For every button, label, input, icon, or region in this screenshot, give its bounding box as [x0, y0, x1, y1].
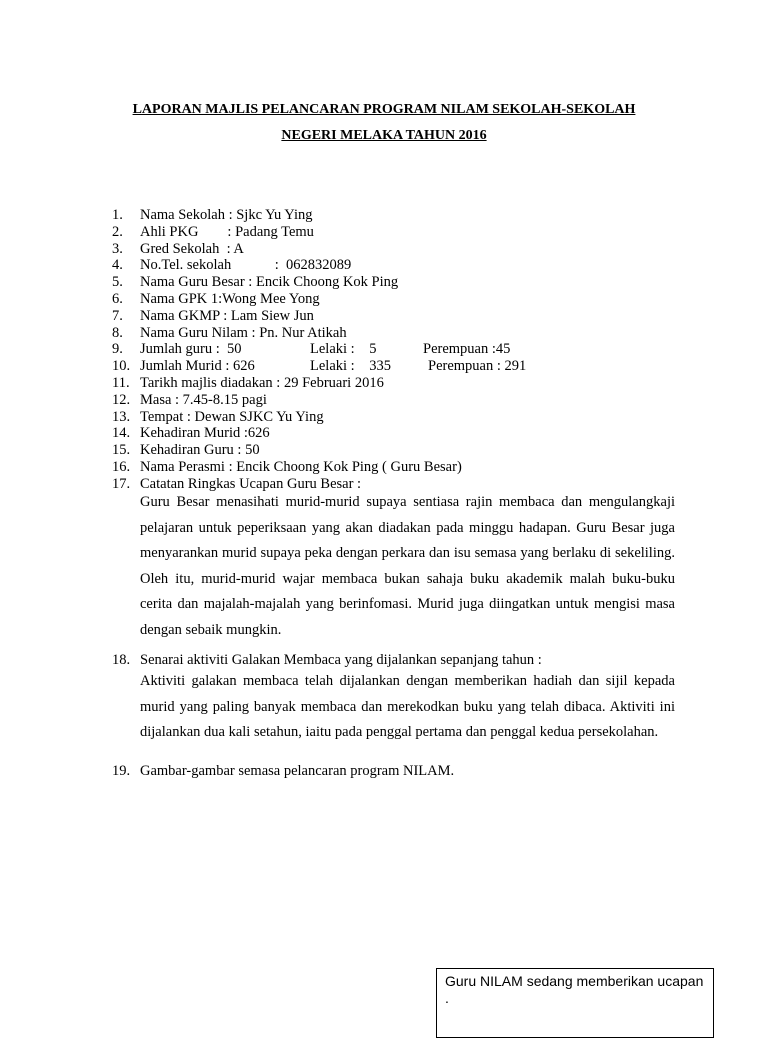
list-item [112, 375, 682, 392]
item-female-count: Perempuan : 291 [428, 358, 527, 375]
list-item [112, 257, 682, 274]
item-text: Tarikh majlis diadakan : 29 Februari 2016 [140, 374, 384, 391]
info-list-19 [112, 763, 682, 780]
item-text: Nama Perasmi : Encik Choong Kok Ping ( Guru Besar) [140, 458, 462, 475]
item-number: 6. [112, 290, 123, 307]
item-number: 19. [112, 763, 131, 779]
photo-caption-box: Guru NILAM sedang memberikan ucapan . [436, 968, 714, 1038]
item-male-count: Lelaki : 5 [310, 341, 377, 358]
item-text: Nama GKMP : Lam Siew Jun [140, 307, 314, 324]
item-text: Ahli PKG : Padang Temu [140, 223, 314, 240]
item-number: 4. [112, 257, 123, 274]
item-text: Nama Sekolah : Sjkc Yu Ying [140, 207, 313, 223]
item-number: 8. [112, 324, 123, 341]
item-text: Gred Sekolah : A [140, 240, 244, 257]
item-text: Senarai aktiviti Galakan Membaca yang dijalankan sepanjang tahun : [140, 652, 542, 668]
item-number: 17. [112, 475, 131, 492]
item-text: Jumlah Murid : 626 [140, 358, 255, 375]
item-text: Masa : 7.45-8.15 pagi [140, 391, 267, 408]
list-item [112, 224, 682, 241]
item-number: 9. [112, 341, 123, 358]
info-list-18 [112, 652, 682, 669]
item-text: Jumlah guru : 50 [140, 341, 242, 358]
item-number: 1. [112, 207, 123, 223]
item-text: Catatan Ringkas Ucapan Guru Besar : [140, 475, 362, 492]
item-number: 7. [112, 307, 123, 324]
list-item [112, 274, 682, 291]
list-item [112, 425, 682, 442]
list-item [112, 763, 682, 780]
item-number: 3. [112, 240, 123, 257]
item-text: Nama Guru Nilam : Pn. Nur Atikah [140, 324, 347, 341]
item-text: Kehadiran Murid :626 [140, 425, 270, 442]
list-item [112, 207, 682, 224]
list-item [112, 308, 682, 325]
item-text: Gambar-gambar semasa pelancaran program NILAM. [140, 763, 455, 779]
list-item [112, 652, 682, 669]
list-item [112, 341, 682, 358]
activity-paragraph: Aktiviti galakan membaca telah dijalankan dengan memberikan hadiah dan sijil kepada murid yang paling banyak membaca dan merekodkan buku yang telah dibaca. Aktiviti ini dijalankan dua kali setahun, iaitu pada penggal pertama dan penggal kedua persekolahan. [140, 673, 675, 740]
item-number: 15. [112, 442, 131, 459]
list-item [112, 459, 682, 476]
item-male-count: Lelaki : 335 [310, 358, 391, 375]
list-item [112, 409, 682, 426]
item-number: 18. [112, 652, 131, 668]
item-number: 5. [112, 274, 123, 291]
list-item [112, 241, 682, 258]
item-number: 16. [112, 458, 131, 475]
item-text: Kehadiran Guru : 50 [140, 442, 260, 459]
item-text: Tempat : Dewan SJKC Yu Ying [140, 408, 324, 425]
list-item [112, 291, 682, 308]
speech-summary-paragraph: Guru Besar menasihati murid-murid supaya sentiasa rajin membaca dan mengulangkaji pelajaran untuk peperiksaan yang akan diadakan pada minggu hadapan. Guru Besar juga menyarankan murid supaya peka dengan perkara dan isu semasa yang berlaku di sekeliling. Oleh itu, murid-murid wajar membaca bukan sahaja buku akademik malah buku-buku cerita dan majalah-majalah yang berinfomasi. Murid juga diingatkan untuk mengisi masa dengan sebaik mungkin. [140, 494, 675, 638]
item-number: 10. [112, 358, 131, 375]
list-item [112, 392, 682, 409]
report-title-line2: NEGERI MELAKA TAHUN 2016 [281, 128, 487, 143]
item-number: 2. [112, 223, 123, 240]
item-text: Nama Guru Besar : Encik Choong Kok Ping [140, 274, 399, 291]
info-list [112, 207, 682, 493]
list-item [112, 358, 682, 375]
item-number: 11. [112, 374, 130, 391]
item-text: Nama GPK 1:Wong Mee Yong [140, 290, 320, 307]
item-text: No.Tel. sekolah : 062832089 [140, 257, 352, 274]
report-title-line1: LAPORAN MAJLIS PELANCARAN PROGRAM NILAM SEKOLAH-SEKOLAH [132, 102, 636, 117]
item-number: 14. [112, 425, 131, 442]
item-number: 13. [112, 408, 131, 425]
item-female-count: Perempuan :45 [423, 341, 511, 358]
list-item [112, 442, 682, 459]
list-item [112, 325, 682, 342]
item-number: 12. [112, 391, 131, 408]
